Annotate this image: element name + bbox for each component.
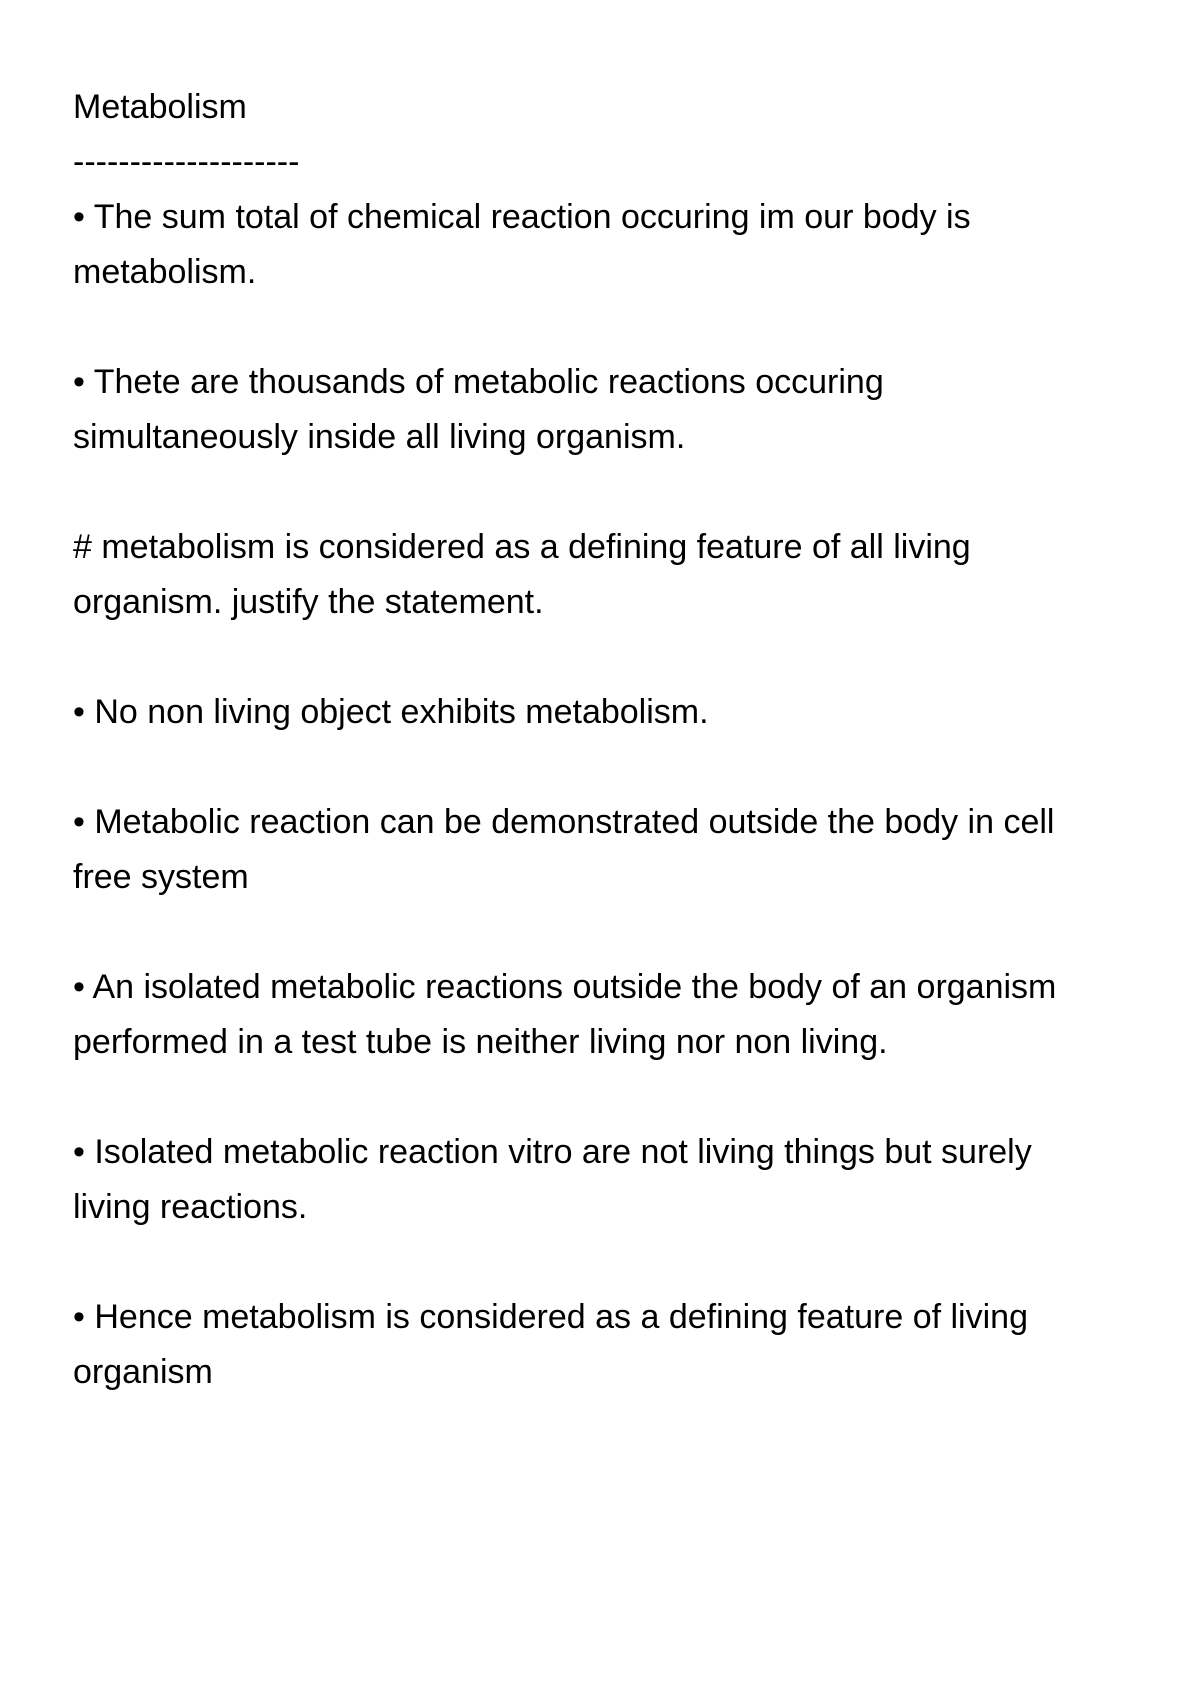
paragraph-line: free system	[73, 858, 249, 896]
paragraph	[73, 190, 1143, 300]
question-paragraph	[73, 520, 1143, 630]
paragraph	[73, 960, 1143, 1070]
paragraph-line: • No non living object exhibits metabolism.	[73, 693, 709, 731]
paragraph-line: simultaneously inside all living organism.	[73, 418, 686, 456]
paragraph-line: • Isolated metabolic reaction vitro are not living things but surely	[73, 1133, 1032, 1171]
paragraph-line: • Thete are thousands of metabolic reactions occuring	[73, 363, 884, 401]
paragraph-line: living reactions.	[73, 1188, 308, 1226]
paragraph-line: # metabolism is considered as a defining feature of all living	[73, 528, 971, 566]
paragraph-line: • An isolated metabolic reactions outside the body of an organism	[73, 968, 1057, 1006]
paragraph	[73, 685, 1143, 740]
page-title: Metabolism	[73, 88, 247, 126]
paragraph-line: • The sum total of chemical reaction occuring im our body is	[73, 198, 971, 236]
title-underline: --------------------	[73, 143, 300, 181]
paragraph-line: performed in a test tube is neither living nor non living.	[73, 1023, 888, 1061]
paragraph-line: • Hence metabolism is considered as a defining feature of living	[73, 1298, 1028, 1336]
paragraph-line: metabolism.	[73, 253, 257, 291]
paragraph-line: organism	[73, 1353, 213, 1391]
paragraph	[73, 795, 1143, 905]
paragraph-line: organism. justify the statement.	[73, 583, 544, 621]
paragraph	[73, 1290, 1143, 1400]
paragraph	[73, 355, 1143, 465]
paragraph	[73, 1125, 1143, 1235]
document-body	[73, 80, 1143, 1400]
paragraph-line: • Metabolic reaction can be demonstrated outside the body in cell	[73, 803, 1055, 841]
